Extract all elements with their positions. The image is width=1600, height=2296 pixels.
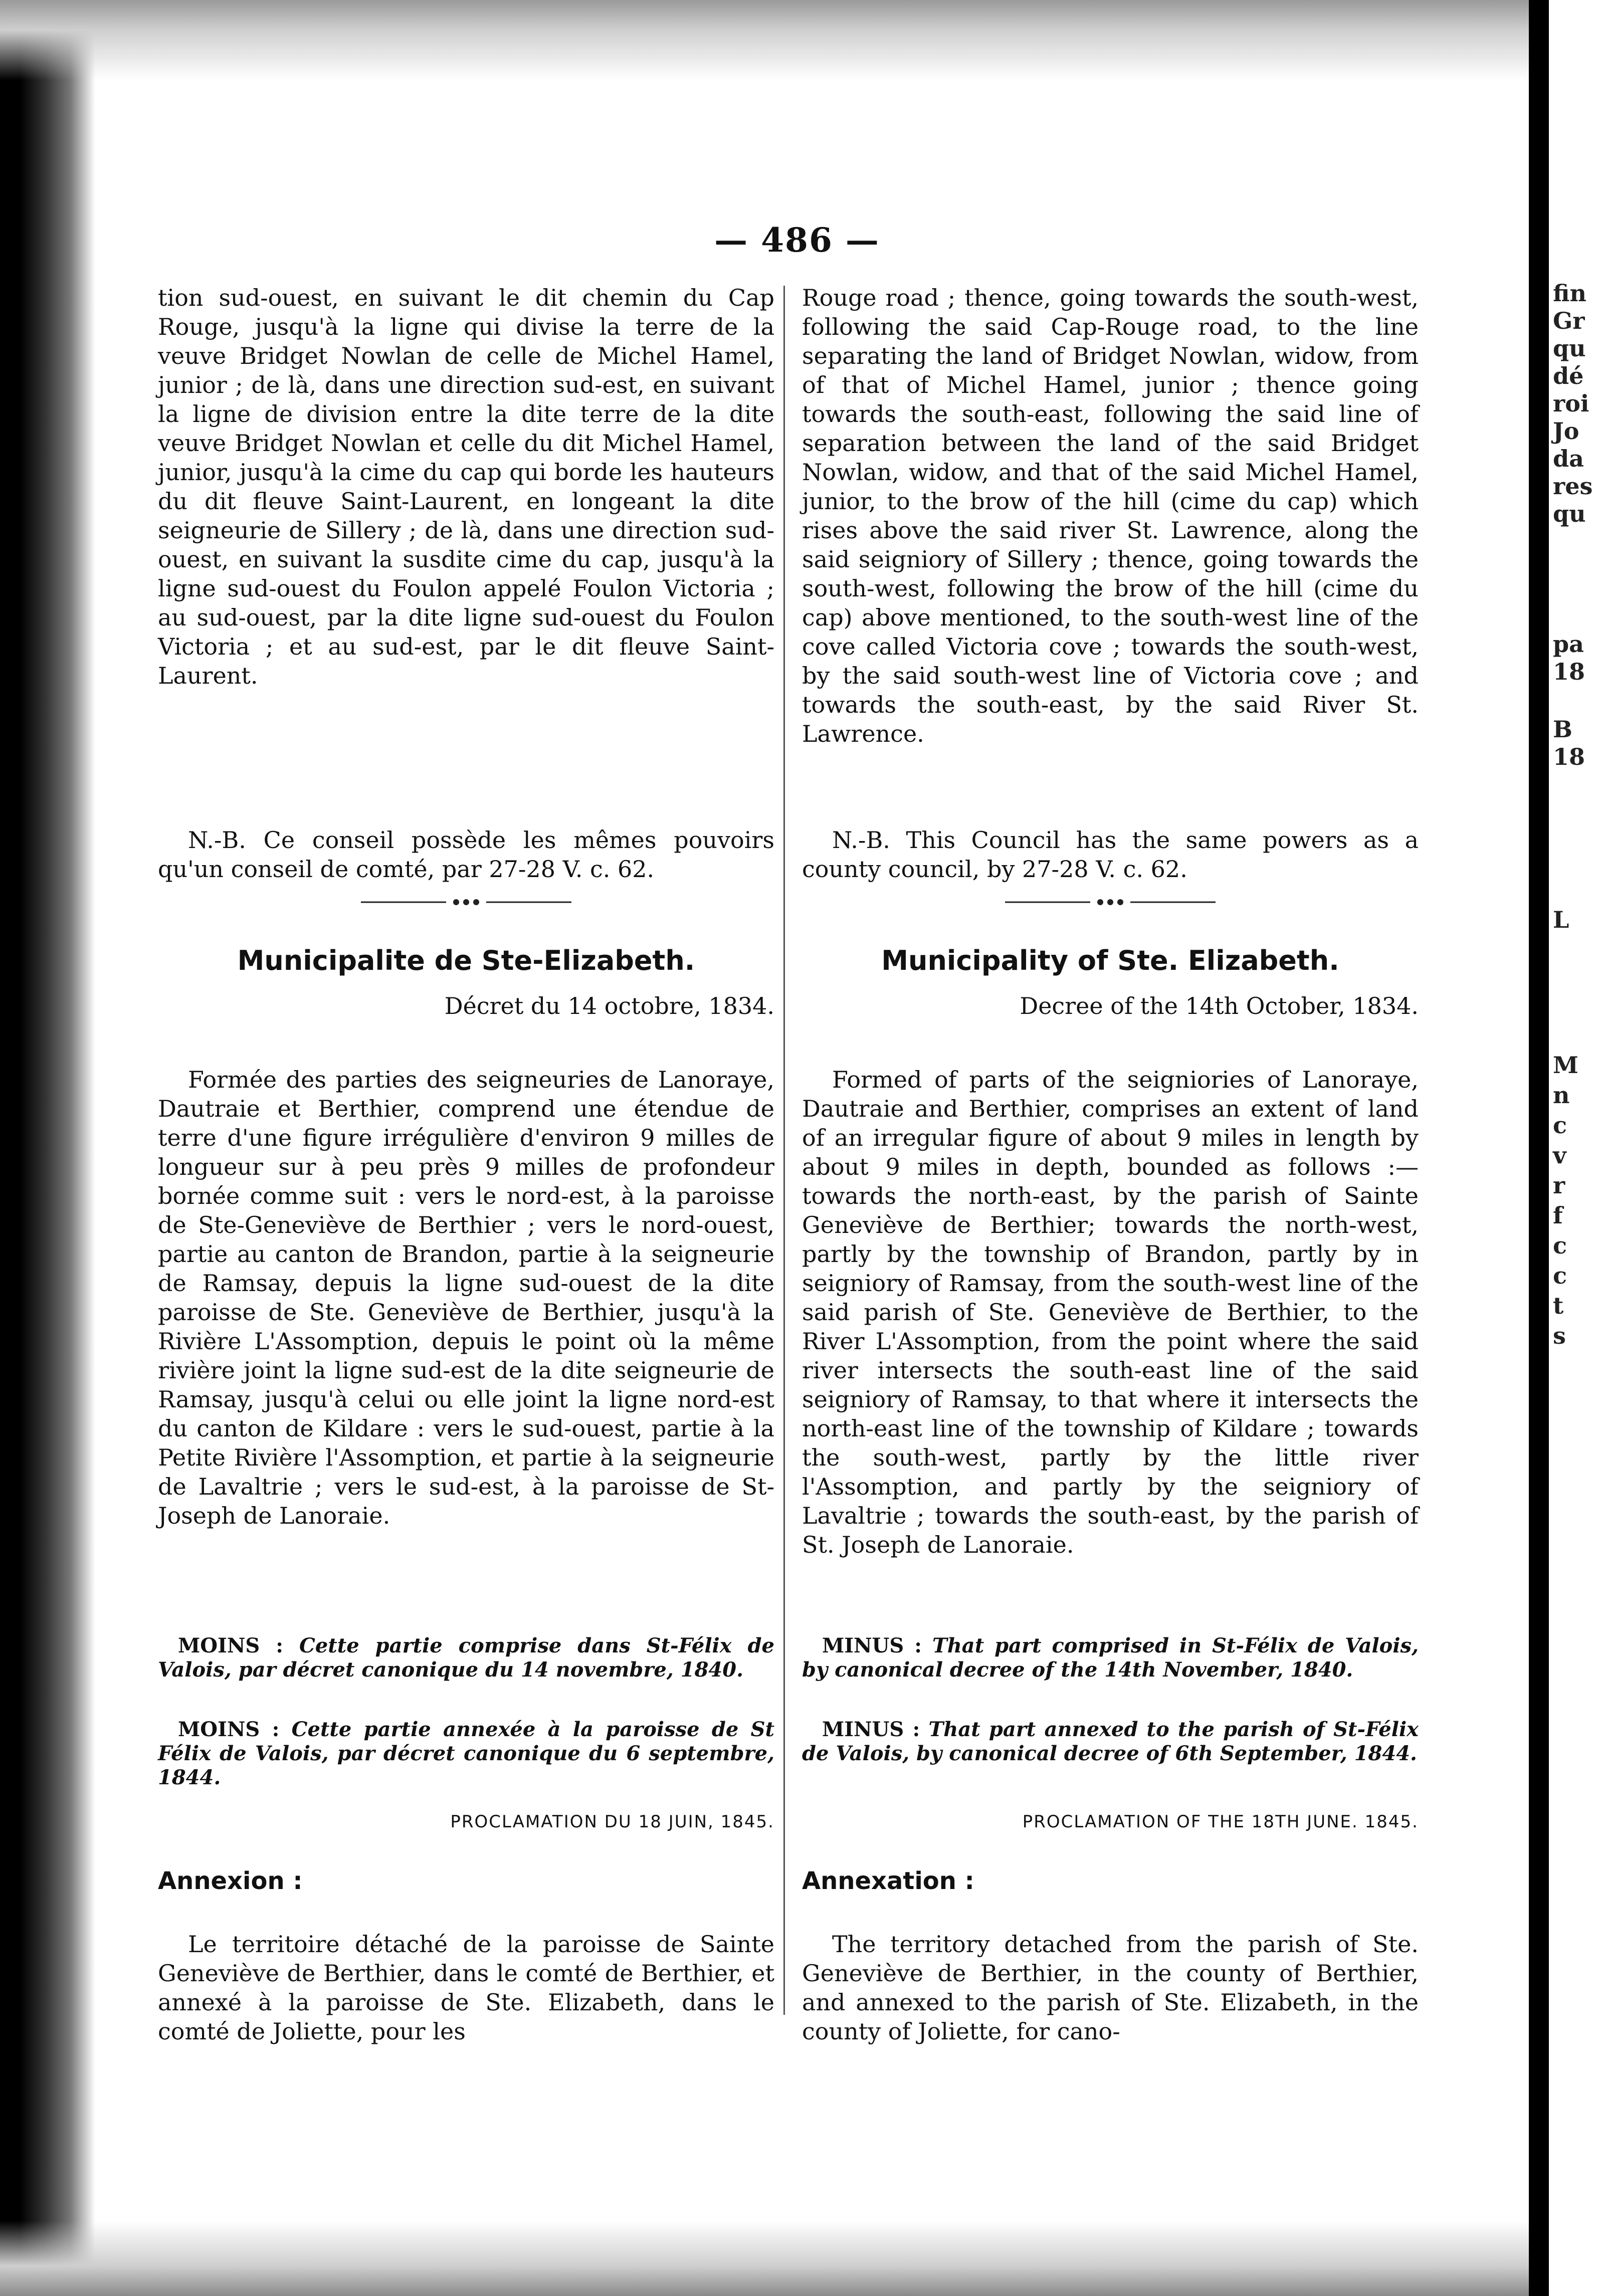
english-paragraph-description: Formed of parts of the seigniories of Lanoraye, Dautraie and Berthier, comprises an extent of land of an irregular figure of about 9 miles in length by about 9 miles in depth, bounded as follows :—towards the north-east, by the parish of Sainte Geneviève de Berthier; towards the north-west, partly by the township of Brandon, partly by in seigniory of Ramsay, from the south-west line of the said parish of Ste. Geneviève de Berthier, to the River L'Assomption, from the point where the said river intersects the south-east line of the said seigniory of Ramsay, to that where it intersects the north-east line of the township of Kildare ; towards the south-west, partly by the little river l'Assomption, and partly by the seigniory of Lavaltrie ; towards the south-east, by the parish of St. Joseph de Lanoraie. <box>802 1066 1419 1558</box>
fragment-text: L <box>1553 906 1569 933</box>
french-section-heading: Municipalite de Ste-Elizabeth. <box>237 945 695 976</box>
next-page-fragment <box>1549 0 1600 2296</box>
french-minus-note <box>158 1718 774 1790</box>
page-gutter <box>1529 0 1549 2296</box>
fragment-text: 18 <box>1553 658 1585 685</box>
fragment-text: Gr <box>1553 307 1585 334</box>
minus-label: MINUS : <box>822 1718 920 1741</box>
fragment-text: dé <box>1553 362 1584 389</box>
english-proclamation: PROCLAMATION OF THE 18TH JUNE. 1845. <box>1022 1812 1419 1832</box>
french-paragraph-annex: Le territoire détaché de la paroisse de Sainte Geneviève de Berthier, dans le comté de Berthier, et annexé à la paroisse de Ste. Elizabeth, dans le comté de Joliette, pour les <box>158 1931 774 2045</box>
ornament-separator <box>361 897 571 907</box>
ornament-separator <box>1005 897 1216 907</box>
english-decree-date: Decree of the 14th October, 1834. <box>1020 992 1419 1019</box>
scan-edge-top <box>0 0 1529 80</box>
minus-text: That part annexed to the parish of St-Félix de Valois, by canonical decree of 6th September, 1844. <box>802 1718 1419 1765</box>
french-proclamation: PROCLAMATION DU 18 JUIN, 1845. <box>450 1812 774 1832</box>
column-divider <box>783 286 785 2015</box>
scan-edge-bottom <box>0 2221 1529 2296</box>
french-paragraph-boundaries: tion sud-ouest, en suivant le dit chemin du Cap Rouge, jusqu'à la ligne qui divise la terre de la veuve Bridget Nowlan de celle de Michel Hamel, junior ; de là, dans une direction sud-est, en suivant la ligne de division entre la dite terre de la dite veuve Bridget Nowlan et celle du dit Michel Hamel, junior, jusqu'à la cime du cap qui borde les hauteurs du dit fleuve Saint-Laurent, en longeant la dite seigneurie de Sillery ; de là, dans une direction sud-ouest, en suivant la susdite cime du cap, jusqu'à la ligne sud-ouest du Foulon appelé Foulon Victoria ; au sud-ouest, par la dite ligne sud-ouest du Foulon Victoria ; et au sud-est, par le dit fleuve Saint-Laurent. <box>158 284 774 689</box>
french-annex-heading: Annexion : <box>158 1867 303 1895</box>
fragment-text: c <box>1553 1262 1567 1289</box>
fragment-text: da <box>1553 445 1584 472</box>
fragment-text: res <box>1553 473 1593 500</box>
english-annex-heading: Annexation : <box>802 1867 974 1895</box>
minus-text: Cette partie comprise dans St-Félix de Valois, par décret canonique du 14 novembre, 1840. <box>158 1634 774 1682</box>
fragment-text: t <box>1553 1292 1564 1319</box>
fragment-text: B <box>1553 716 1572 743</box>
english-paragraph-boundaries: Rouge road ; thence, going towards the south-west, following the said Cap-Rouge road, to the line separating the land of Bridget Nowlan, widow, from of that of Michel Hamel, junior ; thence going towards the south-east, following the said line of separation between the land of the said Bridget Nowlan, widow, and that of the said Michel Hamel, junior, to the brow of the hill (cime du cap) which rises above the said river St. Lawrence, along the said seigniory of Sillery ; thence, going towards the south-west, following the brow of the hill (cime du cap) above mentioned, to the south-west line of the cove called Victoria cove ; towards the south-west, by the said south-west line of Victoria cove ; and towards the south-east, by the said River St. Lawrence. <box>802 284 1419 747</box>
english-note: N.-B. This Council has the same powers as a county council, by 27-28 V. c. 62. <box>802 826 1419 883</box>
french-paragraph-description: Formée des parties des seigneuries de Lanoraye, Dautraie et Berthier, comprend une étendue de terre d'une figure irrégulière d'environ 9 milles de longueur sur à peu près 9 milles de profondeur bornée comme suit : vers le nord-est, à la paroisse de Ste-Geneviève de Berthier ; vers le nord-ouest, partie au canton de Brandon, partie à la seigneurie de Ramsay, depuis la ligne sud-ouest de la dite paroisse de Ste. Geneviève de Berthier, jusqu'à la Rivière L'Assomption, depuis le point où la même rivière joint la ligne sud-est de la dite seigneurie de Ramsay, jusqu'à celui ou elle joint la ligne nord-est du canton de Kildare : vers le sud-ouest, partie à la Petite Rivière l'Assomption, et partie à la seigneurie de Lavaltrie ; vers le sud-est, à la paroisse de St-Joseph de Lanoraie. <box>158 1066 774 1529</box>
fragment-text: 18 <box>1553 743 1585 770</box>
english-minus-note <box>802 1634 1419 1682</box>
english-minus-note <box>802 1718 1419 1766</box>
fragment-text: pa <box>1553 631 1584 658</box>
fragment-text: M <box>1553 1052 1578 1079</box>
fragment-text: Jo <box>1553 418 1579 445</box>
french-minus-note <box>158 1634 774 1682</box>
minus-text: Cette partie annexée à la paroisse de St Félix de Valois, par décret canonique du 6 septembre, 1844. <box>158 1718 774 1789</box>
minus-label: MOINS : <box>178 1718 280 1741</box>
fragment-text: f <box>1553 1202 1563 1229</box>
fragment-text: c <box>1553 1112 1567 1139</box>
fragment-text: v <box>1553 1142 1566 1169</box>
minus-label: MINUS : <box>822 1634 922 1657</box>
fragment-text: s <box>1553 1322 1566 1349</box>
fragment-text: roi <box>1553 390 1589 417</box>
minus-label: MOINS : <box>178 1634 284 1657</box>
fragment-text: n <box>1553 1082 1570 1109</box>
scan-edge-left <box>0 0 95 2296</box>
minus-text: That part comprised in St-Félix de Valois, by canonical decree of the 14th November, 1840. <box>802 1634 1419 1682</box>
page-number: — 486 — <box>714 221 880 260</box>
fragment-text: qu <box>1553 335 1586 362</box>
fragment-text: c <box>1553 1232 1567 1259</box>
french-note: N.-B. Ce conseil possède les mêmes pouvoirs qu'un conseil de comté, par 27-28 V. c. 62. <box>158 826 774 883</box>
french-decree-date: Décret du 14 octobre, 1834. <box>444 992 774 1019</box>
fragment-text: r <box>1553 1172 1565 1199</box>
english-paragraph-annex: The territory detached from the parish of Ste. Geneviève de Berthier, in the county of Berthier, and annexed to the parish of Ste. Elizabeth, in the county of Joliette, for cano- <box>802 1931 1419 2045</box>
fragment-text: qu <box>1553 500 1586 527</box>
fragment-text: fin <box>1553 280 1586 307</box>
english-section-heading: Municipality of Ste. Elizabeth. <box>881 945 1339 976</box>
